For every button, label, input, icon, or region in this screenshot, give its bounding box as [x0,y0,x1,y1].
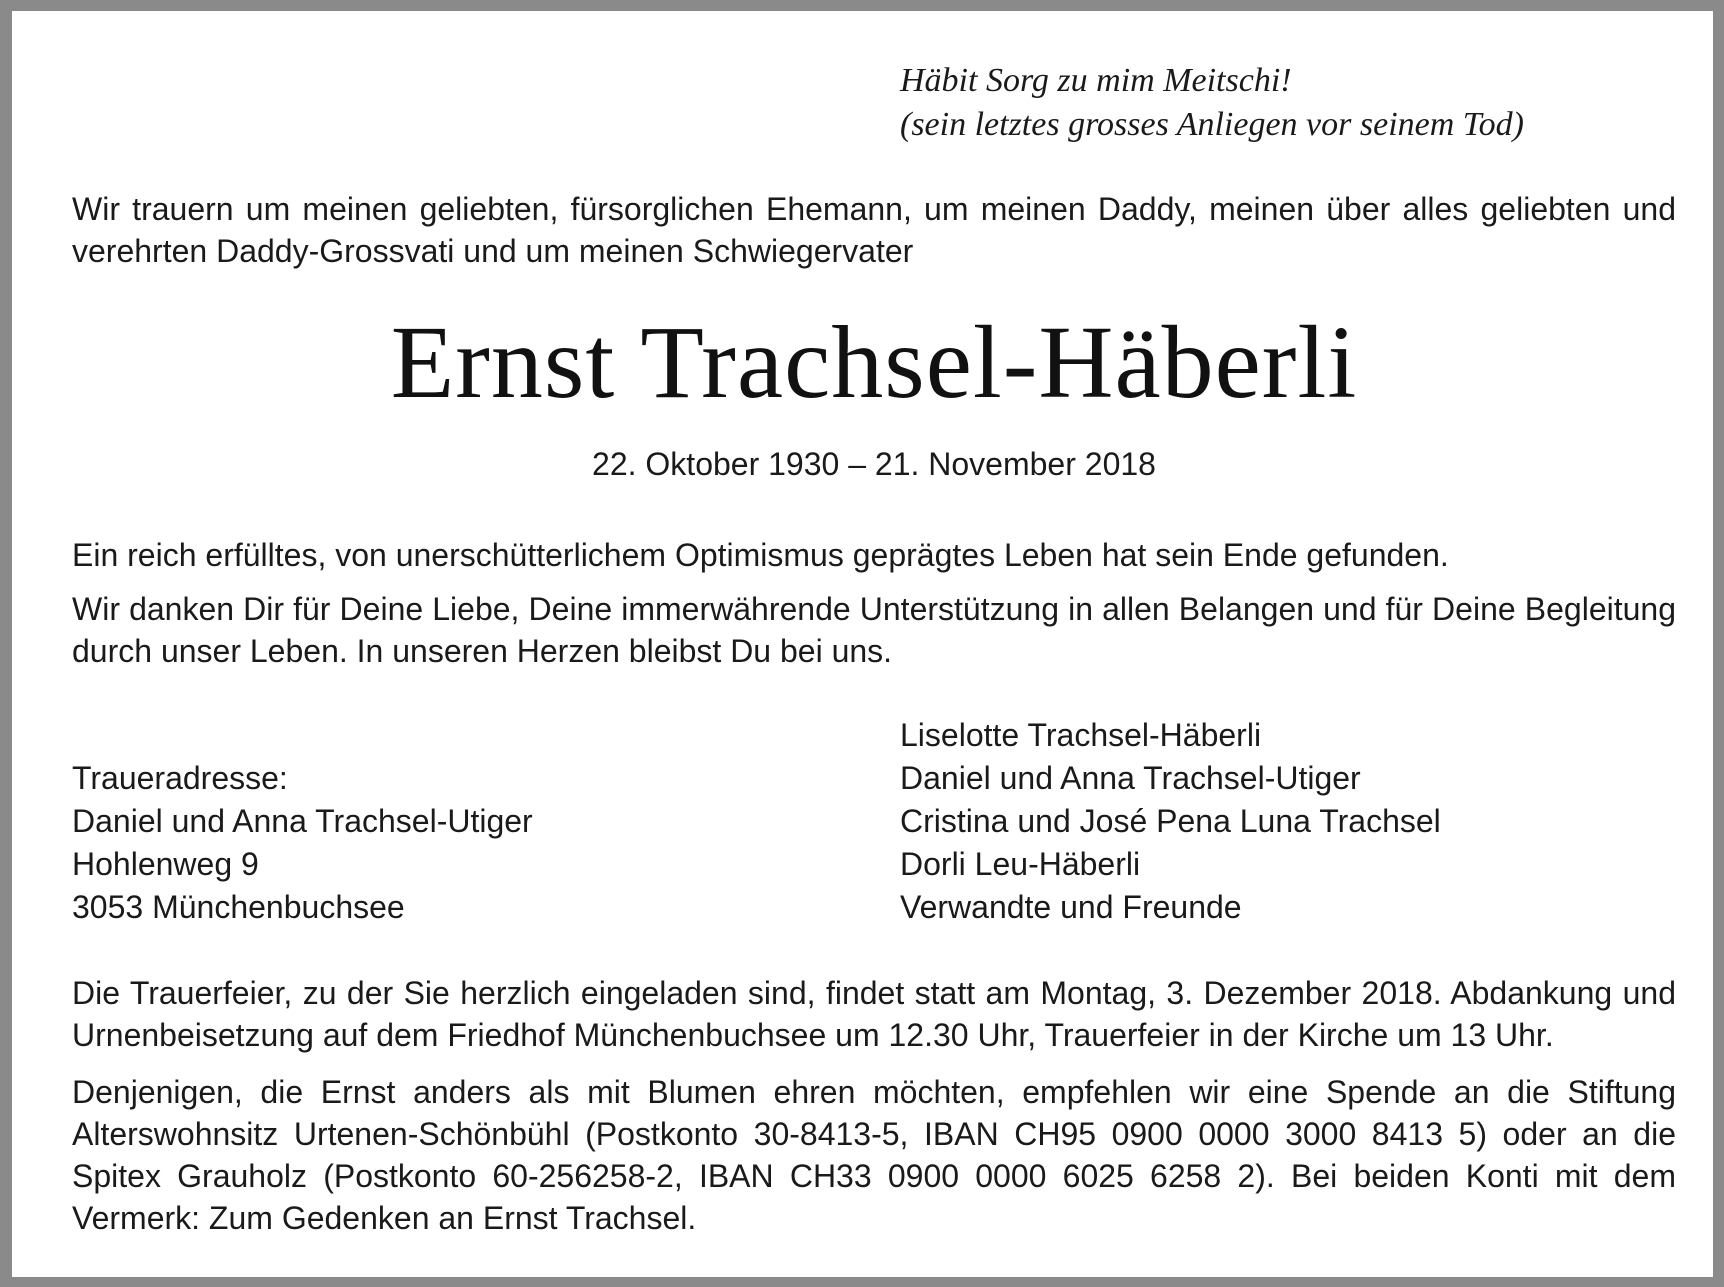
deceased-name: Ernst Trachsel-Häberli [390,305,1358,420]
address-heading: Traueradresse: [72,760,288,796]
mourning-address [72,757,533,929]
mourner-name: Dorli Leu-Häberli [900,846,1141,882]
tribute-paragraph-2: Wir danken Dir für Deine Liebe, Deine immerwährende Unterstützung in allen Belangen und für Deine Begleitung durch unser Leben. In unseren Herzen bleibst Du bei uns. [72,591,1676,669]
mourner-name: Liselotte Trachsel-Häberli [900,717,1262,753]
address-line: 3053 Münchenbuchsee [72,889,405,925]
epigraph-note: (sein letztes grosses Anliegen vor seinem Tod) [900,106,1524,143]
mourner-name: Cristina und José Pena Luna Trachsel [900,803,1441,839]
ceremony-details: Die Trauerfeier, zu der Sie herzlich eingeladen sind, findet statt am Montag, 3. Dezember 2018. Abdankung und Urnenbeisetzung auf dem Friedhof Münchenbuchsee um 12.30 Uhr, Trauerfeier in der Kirche um 13 Uhr. [72,975,1676,1053]
address-line: Daniel und Anna Trachsel-Utiger [72,803,533,839]
life-dates: 22. Oktober 1930 – 21. November 2018 [592,446,1156,482]
mourner-name: Daniel und Anna Trachsel-Utiger [900,760,1361,796]
epigraph-quote: Häbit Sorg zu mim Meitschi! [900,62,1292,99]
epigraph [900,59,1524,147]
address-line: Hohlenweg 9 [72,846,259,882]
mourner-name: Verwandte und Freunde [900,889,1242,925]
mourners-list [900,714,1441,929]
donation-request: Denjenigen, die Ernst anders als mit Blumen ehren möchten, empfehlen wir eine Spende an die Stiftung Alterswohnsitz Urtenen-Schönbühl (Postkonto 30-8413-5, IBAN CH95 0900 0000 3000 8413 5) oder an die Spitex Grauholz (Postkonto 60-256258-2, IBAN CH33 0900 0000 6025 6258 2). Bei beiden Konti mit dem Vermerk: Zum Gedenken an Ernst Trachsel. [72,1074,1676,1236]
tribute-paragraph-1: Ein reich erfülltes, von unerschütterlichem Optimismus geprägtes Leben hat sein Ende gefunden. [72,537,1449,573]
intro-text: Wir trauern um meinen geliebten, fürsorglichen Ehemann, um meinen Daddy, meinen über alles geliebten und verehrten Daddy-Grossvati und um meinen Schwiegervater [72,191,1676,269]
